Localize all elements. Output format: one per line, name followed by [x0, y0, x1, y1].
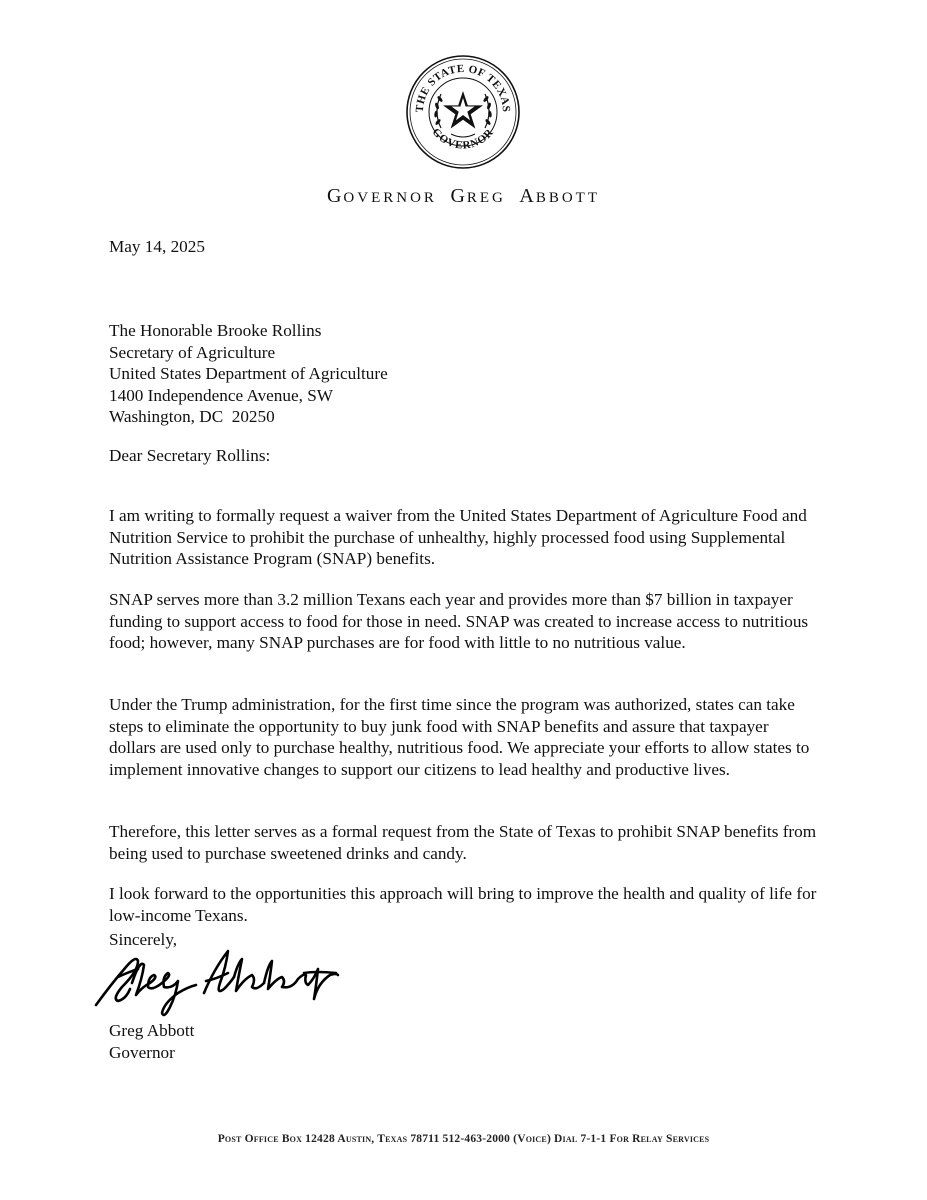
seal-text-top: THE STATE OF TEXAS: [413, 62, 513, 113]
signature-image: [92, 943, 342, 1023]
signer-title: Governor: [109, 1042, 175, 1062]
recipient-line: United States Department of Agriculture: [109, 364, 388, 383]
body-paragraph: Under the Trump administration, for the first time since the program was authorized, states can take steps to eliminate the opportunity to buy junk food with SNAP benefits and assure that taxpayer dollars are used only to purchase healthy, nutritious food. We appreciate your efforts to allow states to implement innovative changes to support our citizens to lead healthy and productive lives.: [109, 695, 810, 779]
signer-name: Greg Abbott: [109, 1021, 195, 1040]
recipient-line: 1400 Independence Avenue, SW: [109, 385, 333, 405]
body-paragraph: Therefore, this letter serves as a formal request from the State of Texas to prohibit SNAP benefits from being used to purchase sweetened drinks and candy.: [109, 822, 817, 863]
body-paragraph: SNAP serves more than 3.2 million Texans each year and provides more than $7 billion in taxpayer funding to support access to food for those in need. SNAP was created to increase access to nutritious food; however, many SNAP purchases are for food with little to no nutritious value.: [109, 590, 809, 653]
seal-text-bottom: GOVERNOR: [429, 126, 497, 152]
letterhead-title: GOVERNOR GREG ABBOTT: [326, 185, 601, 207]
body-paragraph: I am writing to formally request a waiver from the United States Department of Agriculture Food and Nutrition Service to prohibit the purchase of unhealthy, highly processed food using Supplemental Nutrition Assistance Program (SNAP) benefits.: [109, 506, 807, 569]
recipient-address: [109, 320, 819, 428]
recipient-line: Secretary of Agriculture: [109, 342, 276, 362]
letter-date: May 14, 2025: [109, 237, 205, 256]
salutation: Dear Secretary Rollins:: [109, 446, 271, 465]
closing: Sincerely,: [109, 930, 178, 949]
body-paragraph: I look forward to the opportunities this approach will bring to improve the health and quality of life for low-income Texans.: [109, 884, 817, 925]
recipient-line: Washington, DC 20250: [109, 407, 275, 426]
recipient-line: The Honorable Brooke Rollins: [109, 321, 322, 340]
signer-block: [109, 1020, 819, 1063]
footer-contact: Post Office Box 12428 Austin, Texas 78711 512-463-2000 (Voice) Dial 7-1-1 For Relay Services: [217, 1133, 710, 1145]
texas-governor-seal-icon: [405, 54, 521, 170]
svg-text:GOVERNOR: [430, 126, 497, 152]
